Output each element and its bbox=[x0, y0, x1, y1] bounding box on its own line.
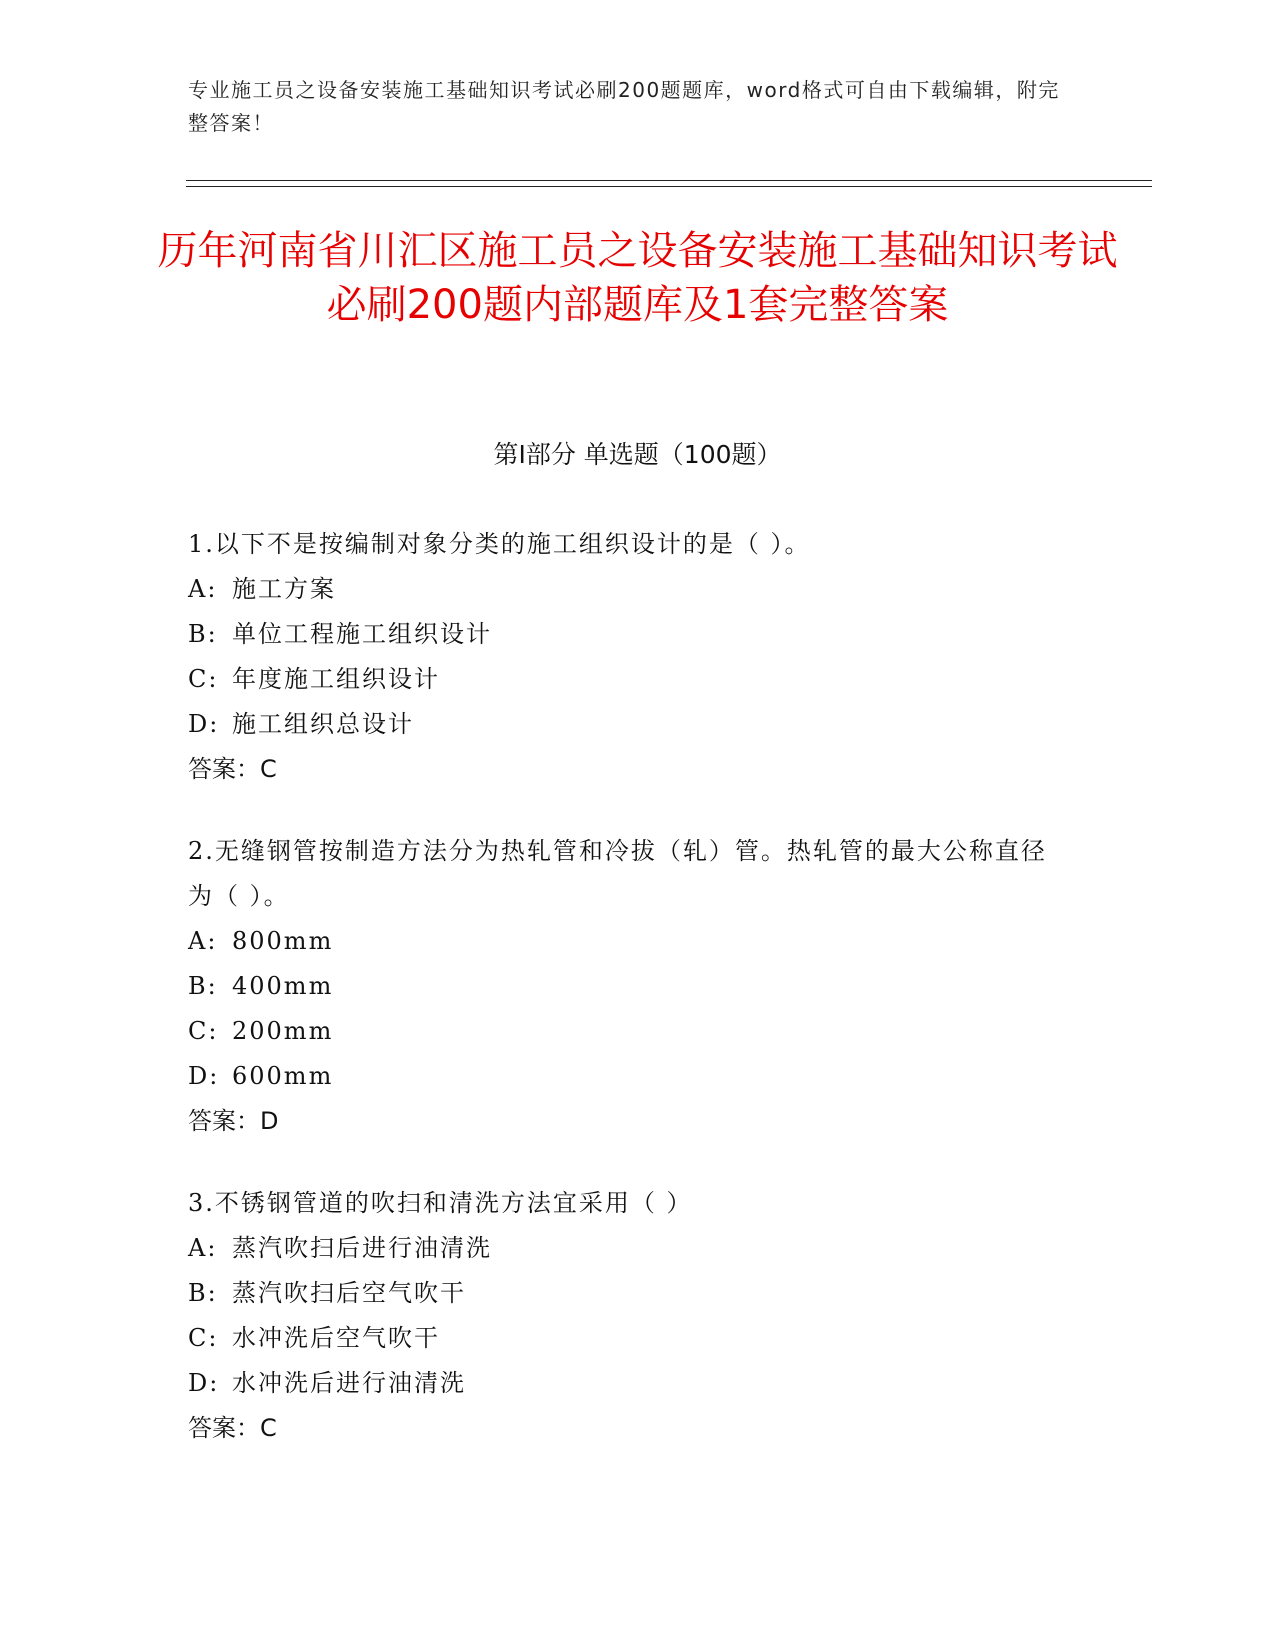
option-label: A: bbox=[188, 927, 218, 955]
answer: 答案：C bbox=[188, 1414, 277, 1442]
option-a bbox=[188, 919, 1068, 964]
option-text: 200mm bbox=[232, 1017, 334, 1045]
option-a bbox=[188, 1226, 1068, 1271]
option-c bbox=[188, 1009, 1068, 1054]
answer: 答案：D bbox=[188, 1107, 279, 1135]
question-text: 2.无缝钢管按制造方法分为热轧管和冷拔（轧）管。热轧管的最大公称直径为（ ）。 bbox=[188, 837, 1047, 910]
option-text: 施工组织总设计 bbox=[232, 710, 414, 738]
question-text: 3.不锈钢管道的吹扫和清洗方法宜采用（ ） bbox=[188, 1189, 693, 1217]
option-label: D: bbox=[188, 1369, 220, 1397]
option-b bbox=[188, 964, 1068, 1009]
option-text: 年度施工组织设计 bbox=[232, 665, 440, 693]
option-d bbox=[188, 702, 1068, 747]
option-label: C: bbox=[188, 1017, 219, 1045]
option-label: C: bbox=[188, 665, 219, 693]
option-text: 单位工程施工组织设计 bbox=[232, 620, 492, 648]
option-text: 蒸汽吹扫后空气吹干 bbox=[232, 1279, 466, 1307]
question-list bbox=[188, 522, 1068, 1488]
option-text: 600mm bbox=[232, 1062, 334, 1090]
option-label: A: bbox=[188, 575, 218, 603]
header-rule-top bbox=[186, 180, 1152, 181]
section-title: 第Ⅰ部分 单选题（100题） bbox=[493, 440, 782, 469]
header-rule-bottom bbox=[186, 186, 1152, 187]
option-label: C: bbox=[188, 1324, 219, 1352]
option-b bbox=[188, 1271, 1068, 1316]
option-a bbox=[188, 567, 1068, 612]
option-label: A: bbox=[188, 1234, 218, 1262]
option-label: B: bbox=[188, 1279, 218, 1307]
header-note: 专业施工员之设备安装施工基础知识考试必刷200题题库，word格式可自由下载编辑，附完整答案！ bbox=[188, 78, 1060, 135]
option-text: 施工方案 bbox=[232, 575, 336, 603]
option-label: B: bbox=[188, 972, 218, 1000]
option-c bbox=[188, 1316, 1068, 1361]
option-label: B: bbox=[188, 620, 218, 648]
option-text: 水冲洗后空气吹干 bbox=[232, 1324, 440, 1352]
option-c bbox=[188, 657, 1068, 702]
answer: 答案：C bbox=[188, 755, 277, 783]
option-text: 800mm bbox=[232, 927, 334, 955]
question-text: 1.以下不是按编制对象分类的施工组织设计的是（ ）。 bbox=[188, 530, 811, 558]
option-label: D: bbox=[188, 1062, 220, 1090]
option-d bbox=[188, 1054, 1068, 1099]
option-d bbox=[188, 1361, 1068, 1406]
option-text: 水冲洗后进行油清洗 bbox=[232, 1369, 466, 1397]
question-3 bbox=[188, 1181, 1068, 1451]
document-title: 历年河南省川汇区施工员之设备安装施工基础知识考试必刷200题内部题库及1套完整答案 bbox=[157, 228, 1118, 328]
option-text: 400mm bbox=[232, 972, 334, 1000]
option-text: 蒸汽吹扫后进行油清洗 bbox=[232, 1234, 492, 1262]
question-1 bbox=[188, 522, 1068, 792]
question-2 bbox=[188, 829, 1068, 1144]
option-b bbox=[188, 612, 1068, 657]
option-label: D: bbox=[188, 710, 220, 738]
